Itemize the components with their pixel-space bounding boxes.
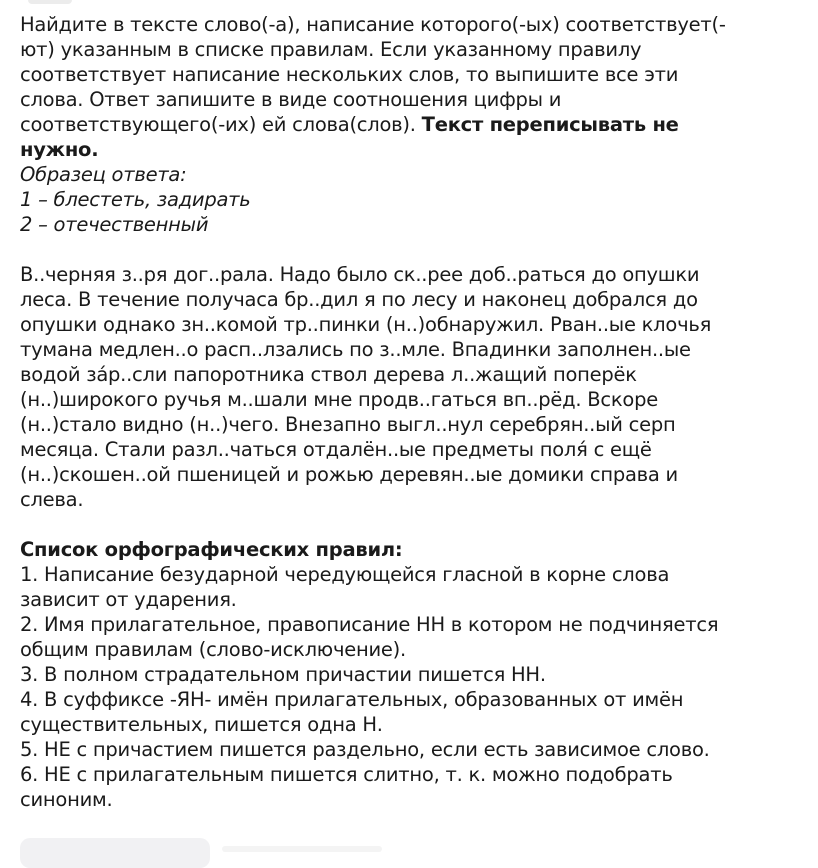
task-no-copy-note: Текст переписывать не <box>421 113 679 136</box>
spacer <box>20 512 810 537</box>
exercise-text-line: водой за́р..сли папоротника ствол дерева л..жащий поперёк <box>20 363 637 386</box>
rules-title: Список орфографических правил: <box>20 538 403 561</box>
exercise-text-line: слева. <box>20 488 84 511</box>
exercise-text-line: опушки однако зн..комой тр..пинки (н..)обнаружил. Рван..ые клочья <box>20 313 712 336</box>
rule-line: синоним. <box>20 788 113 811</box>
footer-meta <box>222 846 382 852</box>
task-line: слова. Ответ запишите в виде соотношения цифры и <box>20 88 562 111</box>
rule-line: 1. Написание безударной чередующейся гласной в корне слова <box>20 563 670 586</box>
exercise-text <box>20 262 810 512</box>
exercise-text-line: (н..)широкого ручья м..шали мне продв..гаться вп..рёд. Вскоре <box>20 388 658 411</box>
spacer <box>20 237 810 262</box>
sample-line: 1 – блестеть, задирать <box>20 188 251 211</box>
rule-line: 5. НЕ с причастием пишется раздельно, если есть зависимое слово. <box>20 738 710 761</box>
exercise-text-line: леса. В течение получаса бр..дил я по лесу и наконец добрался до <box>20 288 698 311</box>
sample-title: Образец ответа: <box>20 163 187 186</box>
sample-line: 2 – отечественный <box>20 213 209 236</box>
rule-line: 4. В суффиксе -ЯН- имён прилагательных, образованных от имён <box>20 688 684 711</box>
exercise-text-line: месяца. Стали разл..чаться отдалён..ые предметы поля́ с ещё <box>20 438 652 461</box>
rule-line: общим правилам (слово-исключение). <box>20 638 406 661</box>
answer-action-button[interactable] <box>20 838 210 868</box>
rules-list <box>20 562 810 812</box>
task-line: соответствует написание нескольких слов, то выпишите все эти <box>20 63 679 86</box>
exercise-text-line: (н..)скошен..ой пшеницей и рожью деревян..ые домики справа и <box>20 463 678 486</box>
task-no-copy-note-end: нужно. <box>20 138 99 161</box>
task-line <box>20 112 810 137</box>
task-line: ют) указанным в списке правилам. Если указанному правилу <box>20 38 642 61</box>
exercise-text-line: тумана медлен..о расп..лзались по з..мле. Впадинки заполнен..ые <box>20 338 691 361</box>
task-line: Найдите в тексте слово(-а), написание которого(-ых) соответствует(- <box>20 13 726 36</box>
task-line-text: соответствующего(-их) ей слова(слов). <box>20 113 422 136</box>
rule-line: существительных, пишется одна Н. <box>20 713 383 736</box>
rule-line: 6. НЕ с прилагательным пишется слитно, т. к. можно подобрать <box>20 763 673 786</box>
rule-line: 2. Имя прилагательное, правописание НН в котором не подчиняется <box>20 613 719 636</box>
top-edge-tab <box>28 0 72 4</box>
rule-line: зависит от ударения. <box>20 588 237 611</box>
task-content <box>20 12 810 812</box>
rule-line: 3. В полном страдательном причастии пишется НН. <box>20 663 546 686</box>
exercise-text-line: В..черняя з..ря дог..рала. Надо было ск..рее доб..раться до опушки <box>20 263 700 286</box>
exercise-text-line: (н..)стало видно (н..)чего. Внезапно выгл..нул серебрян..ый серп <box>20 413 676 436</box>
